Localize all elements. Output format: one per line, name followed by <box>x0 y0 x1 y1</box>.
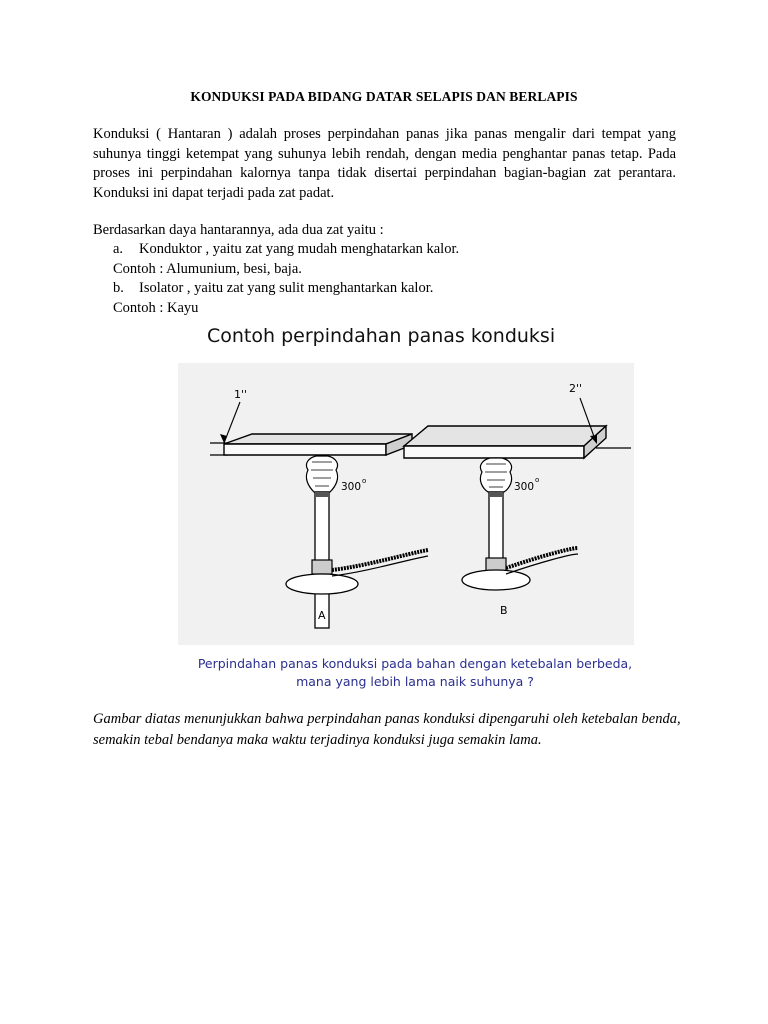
list-marker: b. <box>113 280 124 296</box>
label-a: A <box>318 609 326 622</box>
caption-line-1: Perpindahan panas konduksi pada bahan dengan ketebalan berbeda, <box>197 656 633 671</box>
plate-b <box>404 426 606 458</box>
temperature-label-b: 300 <box>514 481 535 493</box>
thickness-label-right: 2'' <box>569 382 583 395</box>
label-b: B <box>500 604 508 617</box>
conclusion-paragraph: Gambar diatas menunjukkan bahwa perpindahan panas konduksi dipengaruhi oleh ketebalan benda, semakin tebal bendanya maka waktu terjadinya konduksi juga semakin lama. <box>93 711 681 748</box>
burner-base-b <box>462 570 530 590</box>
list-marker: a. <box>113 241 124 257</box>
figure-title: Contoh perpindahan panas konduksi <box>207 325 556 347</box>
list-item-text: Konduktor , yaitu zat yang mudah menghatarkan kalor. <box>139 241 460 257</box>
thickness-label-left: 1'' <box>234 388 248 401</box>
flame-a <box>306 456 337 492</box>
intro-paragraph: Konduksi ( Hantaran ) adalah proses perpindahan panas jika panas mengalir dari tempat yang suhunya tinggi ketempat yang suhunya lebih rendah, dengan media penghantar panas tetap. Pada proses ini perpindahan kalornya tanpa tidak disertai perpindahan bagian-bagian zat perantara. Konduksi ini dapat terjadi pada zat padat. <box>93 126 676 201</box>
conduction-illustration <box>176 360 636 645</box>
list-item-example: Contoh : Kayu <box>113 299 199 316</box>
types-paragraph: Berdasarkan daya hantarannya, ada dua zat yaitu : <box>93 222 384 238</box>
figure-caption <box>160 655 670 691</box>
plate-a <box>224 434 412 455</box>
document-title: KONDUKSI PADA BIDANG DATAR SELAPIS DAN BERLAPIS <box>190 89 578 104</box>
list-item <box>113 240 459 260</box>
burner-base-a <box>286 574 358 594</box>
temperature-label-a: 300 <box>341 481 362 493</box>
material-list <box>113 240 459 318</box>
list-item-text: Isolator , yaitu zat yang sulit menghantarkan kalor. <box>139 280 434 296</box>
figure-background <box>178 363 634 645</box>
burner-valve-a <box>312 560 332 574</box>
caption-line-2: mana yang lebih lama naik suhunya ? <box>296 674 534 689</box>
degree-sign-b: o <box>535 476 540 484</box>
degree-sign-a: o <box>362 477 367 485</box>
list-item-example: Contoh : Alumunium, besi, baja. <box>113 260 302 277</box>
list-item <box>113 279 459 299</box>
